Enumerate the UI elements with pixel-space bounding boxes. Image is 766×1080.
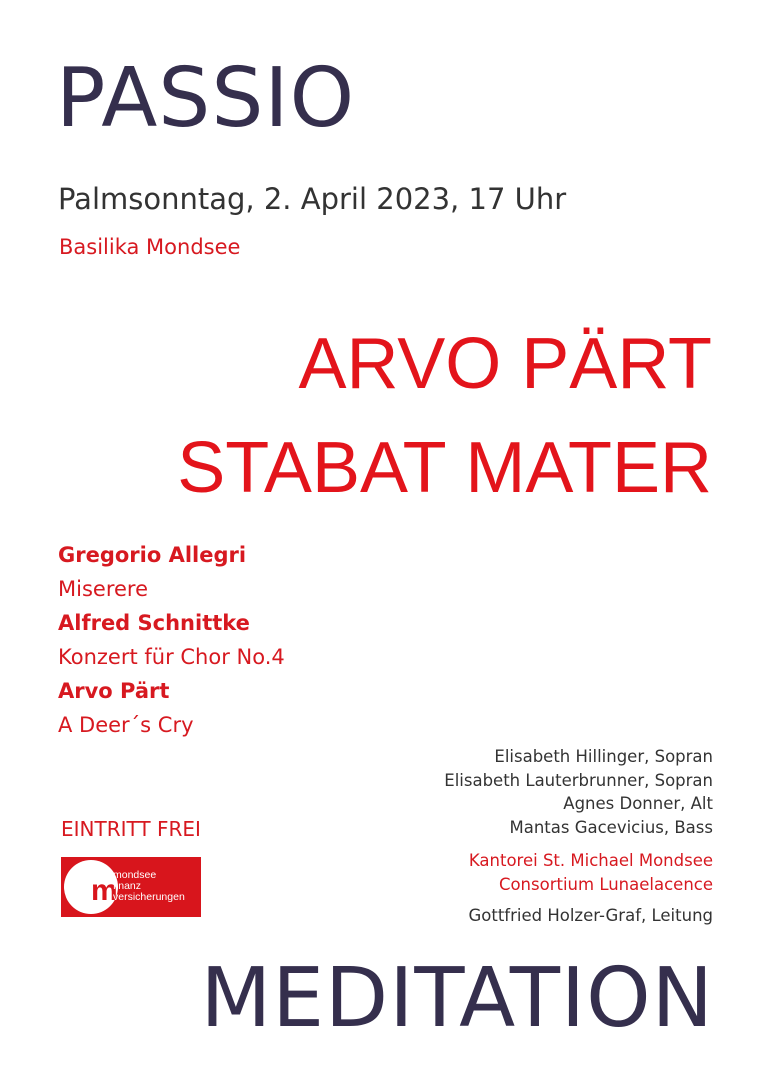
soloist: Elisabeth Lauterbrunner, Sopran bbox=[444, 770, 713, 790]
sponsor-logo bbox=[61, 857, 201, 917]
logo-line: finanz bbox=[113, 880, 142, 892]
program-composer: Alfred Schnittke bbox=[58, 611, 250, 635]
program-work: A Deer´s Cry bbox=[58, 713, 194, 737]
main-title bbox=[177, 312, 712, 520]
logo-line: versicherungen bbox=[113, 891, 185, 903]
main-title-line-2: STABAT MATER bbox=[177, 428, 712, 508]
soloist: Mantas Gacevicius, Bass bbox=[509, 817, 713, 837]
logo-wordmark bbox=[113, 870, 185, 903]
program-work: Miserere bbox=[58, 577, 148, 601]
ensemble: Kantorei St. Michael Mondsee bbox=[468, 851, 713, 870]
soloist: Elisabeth Hillinger, Sopran bbox=[494, 747, 713, 766]
program-composer: Gregorio Allegri bbox=[58, 543, 247, 567]
conductor: Gottfried Holzer-Graf, Leitung bbox=[468, 906, 713, 925]
logo-line: mondsee bbox=[113, 869, 157, 881]
event-venue: Basilika Mondsee bbox=[59, 235, 241, 259]
program-composer: Arvo Pärt bbox=[58, 679, 170, 703]
program-list bbox=[58, 538, 285, 742]
performers-list bbox=[444, 745, 713, 928]
logo-letter: m bbox=[91, 874, 118, 907]
entry-note: EINTRITT FREI bbox=[61, 817, 201, 841]
main-title-line-1: ARVO PÄRT bbox=[298, 324, 712, 404]
footer-title: MEDITATION bbox=[200, 951, 714, 1046]
program-work: Konzert für Chor No.4 bbox=[58, 645, 285, 669]
soloist: Agnes Donner, Alt bbox=[563, 794, 713, 813]
ensemble: Consortium Lunaelacence bbox=[498, 874, 713, 894]
page-title: PASSIO bbox=[56, 51, 356, 146]
event-date: Palmsonntag, 2. April 2023, 17 Uhr bbox=[58, 182, 567, 216]
